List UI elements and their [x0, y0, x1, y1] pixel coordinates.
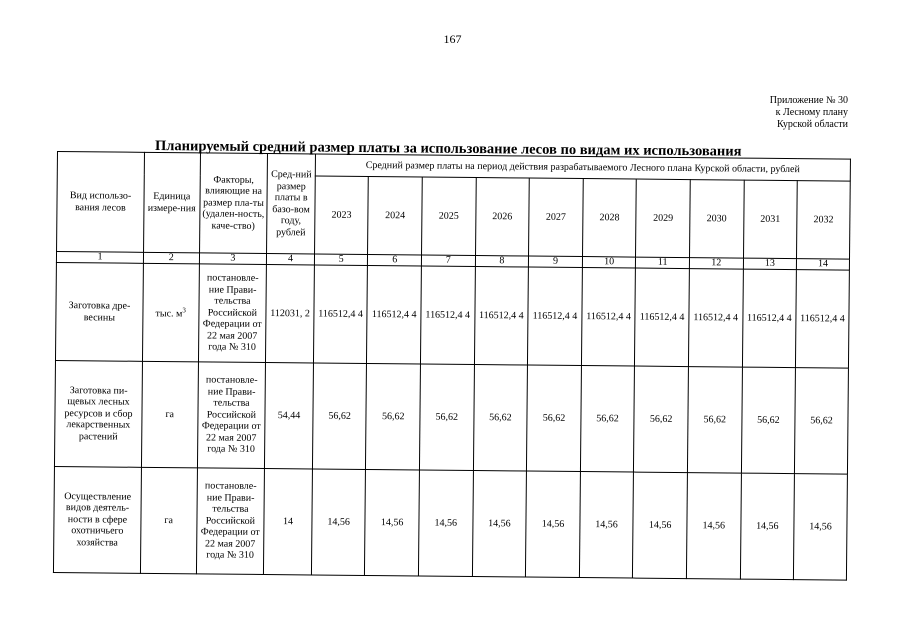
- column-number: 13: [743, 258, 797, 270]
- document-title: Планируемый средний размер платы за использование лесов по видам их использования: [154, 138, 742, 160]
- cell-value: 116512,4 4: [688, 269, 743, 368]
- table-row: [53, 466, 847, 580]
- appendix-line: Курской области: [777, 119, 848, 130]
- header-year: 2028: [582, 179, 636, 258]
- header-year: 2029: [636, 179, 690, 258]
- cell-value: 14,56: [740, 473, 795, 580]
- cell-value: 14,56: [794, 474, 848, 581]
- table-row: [55, 262, 849, 368]
- column-number: 11: [636, 257, 690, 269]
- header-base-fee: Сред-ний размер платы в базо-вом году, рублей: [267, 154, 315, 254]
- column-number: 3: [199, 253, 267, 265]
- cell-value: 14,56: [418, 470, 473, 577]
- table-row: [54, 360, 848, 474]
- column-number: 12: [689, 258, 743, 270]
- cell-unit: [142, 263, 199, 362]
- cell-value: 56,62: [634, 366, 689, 473]
- cell-value: 56,62: [420, 364, 475, 471]
- cell-use-type: Заготовка пи-щевых лесных ресурсов и сбор лекарственных растений: [54, 360, 142, 467]
- header-year: 2025: [422, 177, 476, 256]
- column-number: 1: [56, 252, 143, 264]
- cell-factors: постановле-ние Прави-тельства Российской Федерации от 22 мая 2007 года № 310: [196, 468, 265, 575]
- column-number: 7: [421, 255, 475, 267]
- cell-base-fee: 14: [264, 469, 313, 575]
- cell-value: 116512,4 4: [313, 265, 368, 364]
- column-number: 2: [143, 252, 199, 264]
- unit-superscript: 3: [182, 306, 186, 315]
- column-number: 6: [368, 254, 422, 266]
- appendix-line: к Лесному плану: [775, 107, 848, 118]
- cell-value: 14,56: [311, 469, 366, 576]
- cell-value: 56,62: [312, 363, 367, 470]
- cell-factors: постановле-ние Прави-тельства Российской Федерации от 22 мая 2007 года № 310: [198, 264, 267, 363]
- cell-value: 56,62: [741, 367, 796, 474]
- header-year: 2023: [314, 176, 368, 255]
- cell-value: 116512,4 4: [581, 268, 636, 367]
- appendix-line: Приложение № 30: [769, 95, 848, 106]
- cell-value: 56,62: [580, 366, 635, 473]
- cell-value: 14,56: [633, 472, 688, 579]
- column-number: 5: [314, 254, 368, 266]
- header-year: 2031: [743, 180, 797, 259]
- header-year: 2024: [368, 176, 422, 255]
- column-number: 14: [797, 259, 850, 271]
- cell-factors: постановле-ние Прави-тельства Российской Федерации от 22 мая 2007 года № 310: [197, 362, 266, 469]
- header-unit: Единица измере-ния: [144, 152, 201, 253]
- cell-value: 116512,4 4: [742, 269, 797, 368]
- cell-value: 14,56: [686, 473, 741, 580]
- cell-value: 56,62: [473, 365, 528, 472]
- cell-value: 116512,4 4: [796, 270, 850, 369]
- fee-table: [53, 151, 851, 581]
- cell-base-fee: 54,44: [265, 363, 314, 469]
- cell-unit: га: [140, 467, 197, 574]
- cell-value: 116512,4 4: [367, 265, 422, 364]
- header-year: 2027: [529, 178, 583, 257]
- header-use-type: Вид использо-вания лесов: [57, 152, 145, 253]
- cell-base-fee: 112031, 2: [266, 265, 314, 363]
- cell-value: 56,62: [687, 367, 742, 474]
- cell-value: 14,56: [472, 471, 527, 578]
- header-period-group: Средний размер платы на период действия разрабатываемого Лесного плана Курской области, рублей: [315, 154, 850, 181]
- cell-value: 116512,4 4: [421, 266, 476, 365]
- cell-value: 14,56: [579, 472, 634, 579]
- cell-value: 116512,4 4: [528, 267, 583, 366]
- column-number: 4: [267, 254, 315, 265]
- header-year: 2030: [690, 180, 744, 259]
- header-year: 2026: [475, 178, 529, 257]
- cell-value: 116512,4 4: [635, 268, 690, 367]
- appendix-note: [770, 95, 848, 131]
- column-number: 10: [582, 257, 636, 269]
- header-year: 2032: [797, 181, 851, 260]
- header-factors: Факторы, влияющие на размер пла-ты (удален-ность, каче-ство): [199, 153, 268, 254]
- page-number: 167: [443, 32, 462, 46]
- column-number: 8: [475, 256, 529, 268]
- cell-value: 56,62: [795, 368, 849, 475]
- cell-use-type: Осуществление видов деятель-ности в сфере охотничьего хозяйства: [53, 466, 141, 573]
- unit-text: тыс. м: [155, 308, 183, 320]
- cell-value: 56,62: [527, 365, 582, 472]
- cell-use-type: Заготовка дре-весины: [55, 262, 143, 361]
- cell-unit: га: [141, 361, 198, 468]
- cell-value: 14,56: [365, 469, 420, 576]
- cell-value: 14,56: [526, 471, 581, 578]
- cell-value: 116512,4 4: [474, 267, 529, 366]
- column-number: 9: [529, 256, 583, 268]
- cell-value: 56,62: [366, 363, 421, 470]
